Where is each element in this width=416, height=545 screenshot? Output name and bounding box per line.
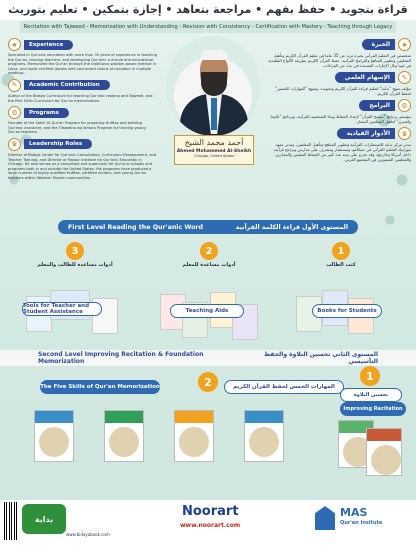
mas-logo: MAS [340,506,368,519]
book-cover [244,410,284,462]
book-cover [174,410,214,462]
level1-english: First Level Reading the Qur'anic Word [68,223,204,231]
book-cover [104,410,144,462]
experience-icon: ★ [398,38,411,51]
section-text: Author of the Bidaya Curriculum for teaching Qur'anic reading and Tajweed, and the Pink Skills Curriculum for Qur'an memorization. [8,93,153,103]
author-name-english: Ahmed Mohammed Al-Sheikh [176,149,252,154]
experience-icon: ★ [8,38,21,51]
category-card-students [282,244,400,344]
section-title: Programs [24,108,69,118]
footer [0,500,416,545]
leadership-icon: ♛ [8,138,21,151]
skill-pill-arabic: المهارات الخمس لحفظ القرآن الكريم [224,380,344,394]
author-signature [174,135,254,165]
bidaya-url[interactable]: www.bidayabook.com [66,532,110,537]
mas-mosque-icon [315,506,335,530]
category-arabic: كتب الطالب [326,262,356,268]
level2-arabic: المستوى الثاني تحسين التلاوة والحفظ التأسيسي [263,351,378,365]
section-academic [8,79,158,103]
section-text: متخصص في التعليم القرآني بخبرة تزيد عن 35 عاما في تعليم القرآن الكريم وتأهيل المعلمين وتطوير المناهج والبرامج القرآنية. حفظ القرآن الكريم بطريقة الألواح التقليدية في ليبيا ونال الإجازات المسندة في عدد من القراءات. [268,53,411,68]
section-title: الخبرة [362,39,395,50]
left-bio-column [8,38,158,184]
category-card-tools [16,244,134,344]
section-text: Director of Bidaya Center for Qur'anic Consultation, Curriculum Development, and Teacher Training, and Director of Mosaic Institute for Qur'anic Education in Chicago. He also serves as a consultant and supervisor for Qur'anic schools and programs both in and outside the United States. His programs have produced a large number of highly qualified Hufftaz, certified reciters, and young Qur'an teachers within Western Muslim communities. [8,152,157,180]
skill-number: 2 [198,372,218,392]
leadership-icon: ♛ [398,127,411,140]
level2-banner [0,350,416,366]
level2-english: Second Level Improving Recitation & Foundation Memorization [38,351,204,365]
category-number: 3 [66,242,84,260]
programs-icon: ⚙ [8,106,21,119]
category-pill: Books for Students [312,304,382,318]
sub-banner: Recitation with Tajweed - Memorization with Understanding - Revision with Consistency - Certification with Mastery - Teaching through Legacy [20,21,396,33]
category-number: 1 [332,242,350,260]
noorart-logo: Noorart [182,504,239,519]
category-pill: Teaching Aids [170,304,244,318]
category-pill: Tools for Teacher and Student Assistance [22,302,102,316]
section-title: Academic Contribution [24,80,110,90]
category-arabic: أدوات مساعدة للمعلم [182,262,236,268]
section-programs [8,106,158,135]
section-title: الأدوار القيادية [337,128,395,139]
bidaya-logo: بداية [22,504,66,534]
section-text: Founder of the Sahih Al-Qur'an Program for preparing Hufftaz and building Qur'anic character, and the Tilawatna wa Ishtara Program for training young Qur'an teachers. [8,121,146,135]
section-title: Leadership Roles [24,139,92,149]
section-academic-ar [265,71,411,96]
section-text: مؤسس برنامج "صحيح القرآن" لإعداد الحفاظ وبناء الشخصية القرآنية، وبرنامج "تلاوتنا واشترى" لتأهيل المعلمين الصغار. [270,114,411,124]
section-title: البرامج [359,100,395,111]
skill-number: 1 [360,366,380,386]
academic-icon: ✎ [398,71,411,84]
academic-icon: ✎ [8,79,21,92]
author-portrait [166,36,260,136]
noorart-url[interactable]: www.noorart.com [180,522,241,529]
top-banner: قراءة بتجويد • حفظ بفهم • مراجعة بتعاهد • إجازة بتمكين • تعليم بتوريث [0,0,416,20]
section-programs-ar [265,99,411,124]
skill-pill: The Five Skills of Qur'an Memorization [40,380,160,394]
section-leadership-ar [265,127,411,162]
author-location: Chicago, United States [194,154,234,158]
level1-arabic: المستوى الأول قراءة الكلمة القرآنية [235,223,348,231]
category-number: 2 [200,242,218,260]
category-card-teaching [150,244,268,344]
category-arabic: أدوات مساعدة للطالب والمعلم [37,262,113,268]
section-text: مدير مركز بداية للاستشارات القرآنية وتطوير المناهج وتأهيل المعلمين، ومدير معهد موزاييك للتعليم القرآني في شيكاغو، ومستشار ومشرف على مدارس وبرامج قرآنية داخل أمريكا وخارجها، وقد تخرج على يديه عدد كبير من الحفاظ المتقنين والمجازين والمعلمين المتميزين في المجتمع الغربي. [274,142,411,162]
right-bio-column [265,38,411,165]
skill-pill: Improving Recitation [340,402,406,416]
section-experience-ar [265,38,411,68]
programs-icon: ⚙ [398,99,411,112]
section-text: مؤلف منهج "بداية" لتعليم قراءة القرآن الكريم وتجويده، ومنهج "المهارات الخمس" لحفظ القرآن الكريم. [275,86,411,96]
section-title: Experience [24,40,73,50]
section-leadership [8,138,158,181]
section-title: الإسهام العلمي [335,72,395,83]
book-cover [34,410,74,462]
section-experience [8,38,158,76]
author-name-arabic: أحمد محمد الشيخ [184,138,244,147]
book-cover [366,428,402,476]
skill-pill-arabic: تحسين التلاوة [340,388,402,402]
mas-subtitle: Qur'an Insitute [340,520,383,526]
level1-banner [58,220,358,234]
barcode [4,502,18,540]
section-text: Specialist in Qur'anic education with more than 35 years of experience in teaching the Qur'an, training teachers, and developing Qur'anic curricula and educational programs. Memorized the Qur'an through the traditional wisdom-based method in Libya, and holds certified Ijazahs with connected chains of narration in multiple readings. [8,53,157,76]
